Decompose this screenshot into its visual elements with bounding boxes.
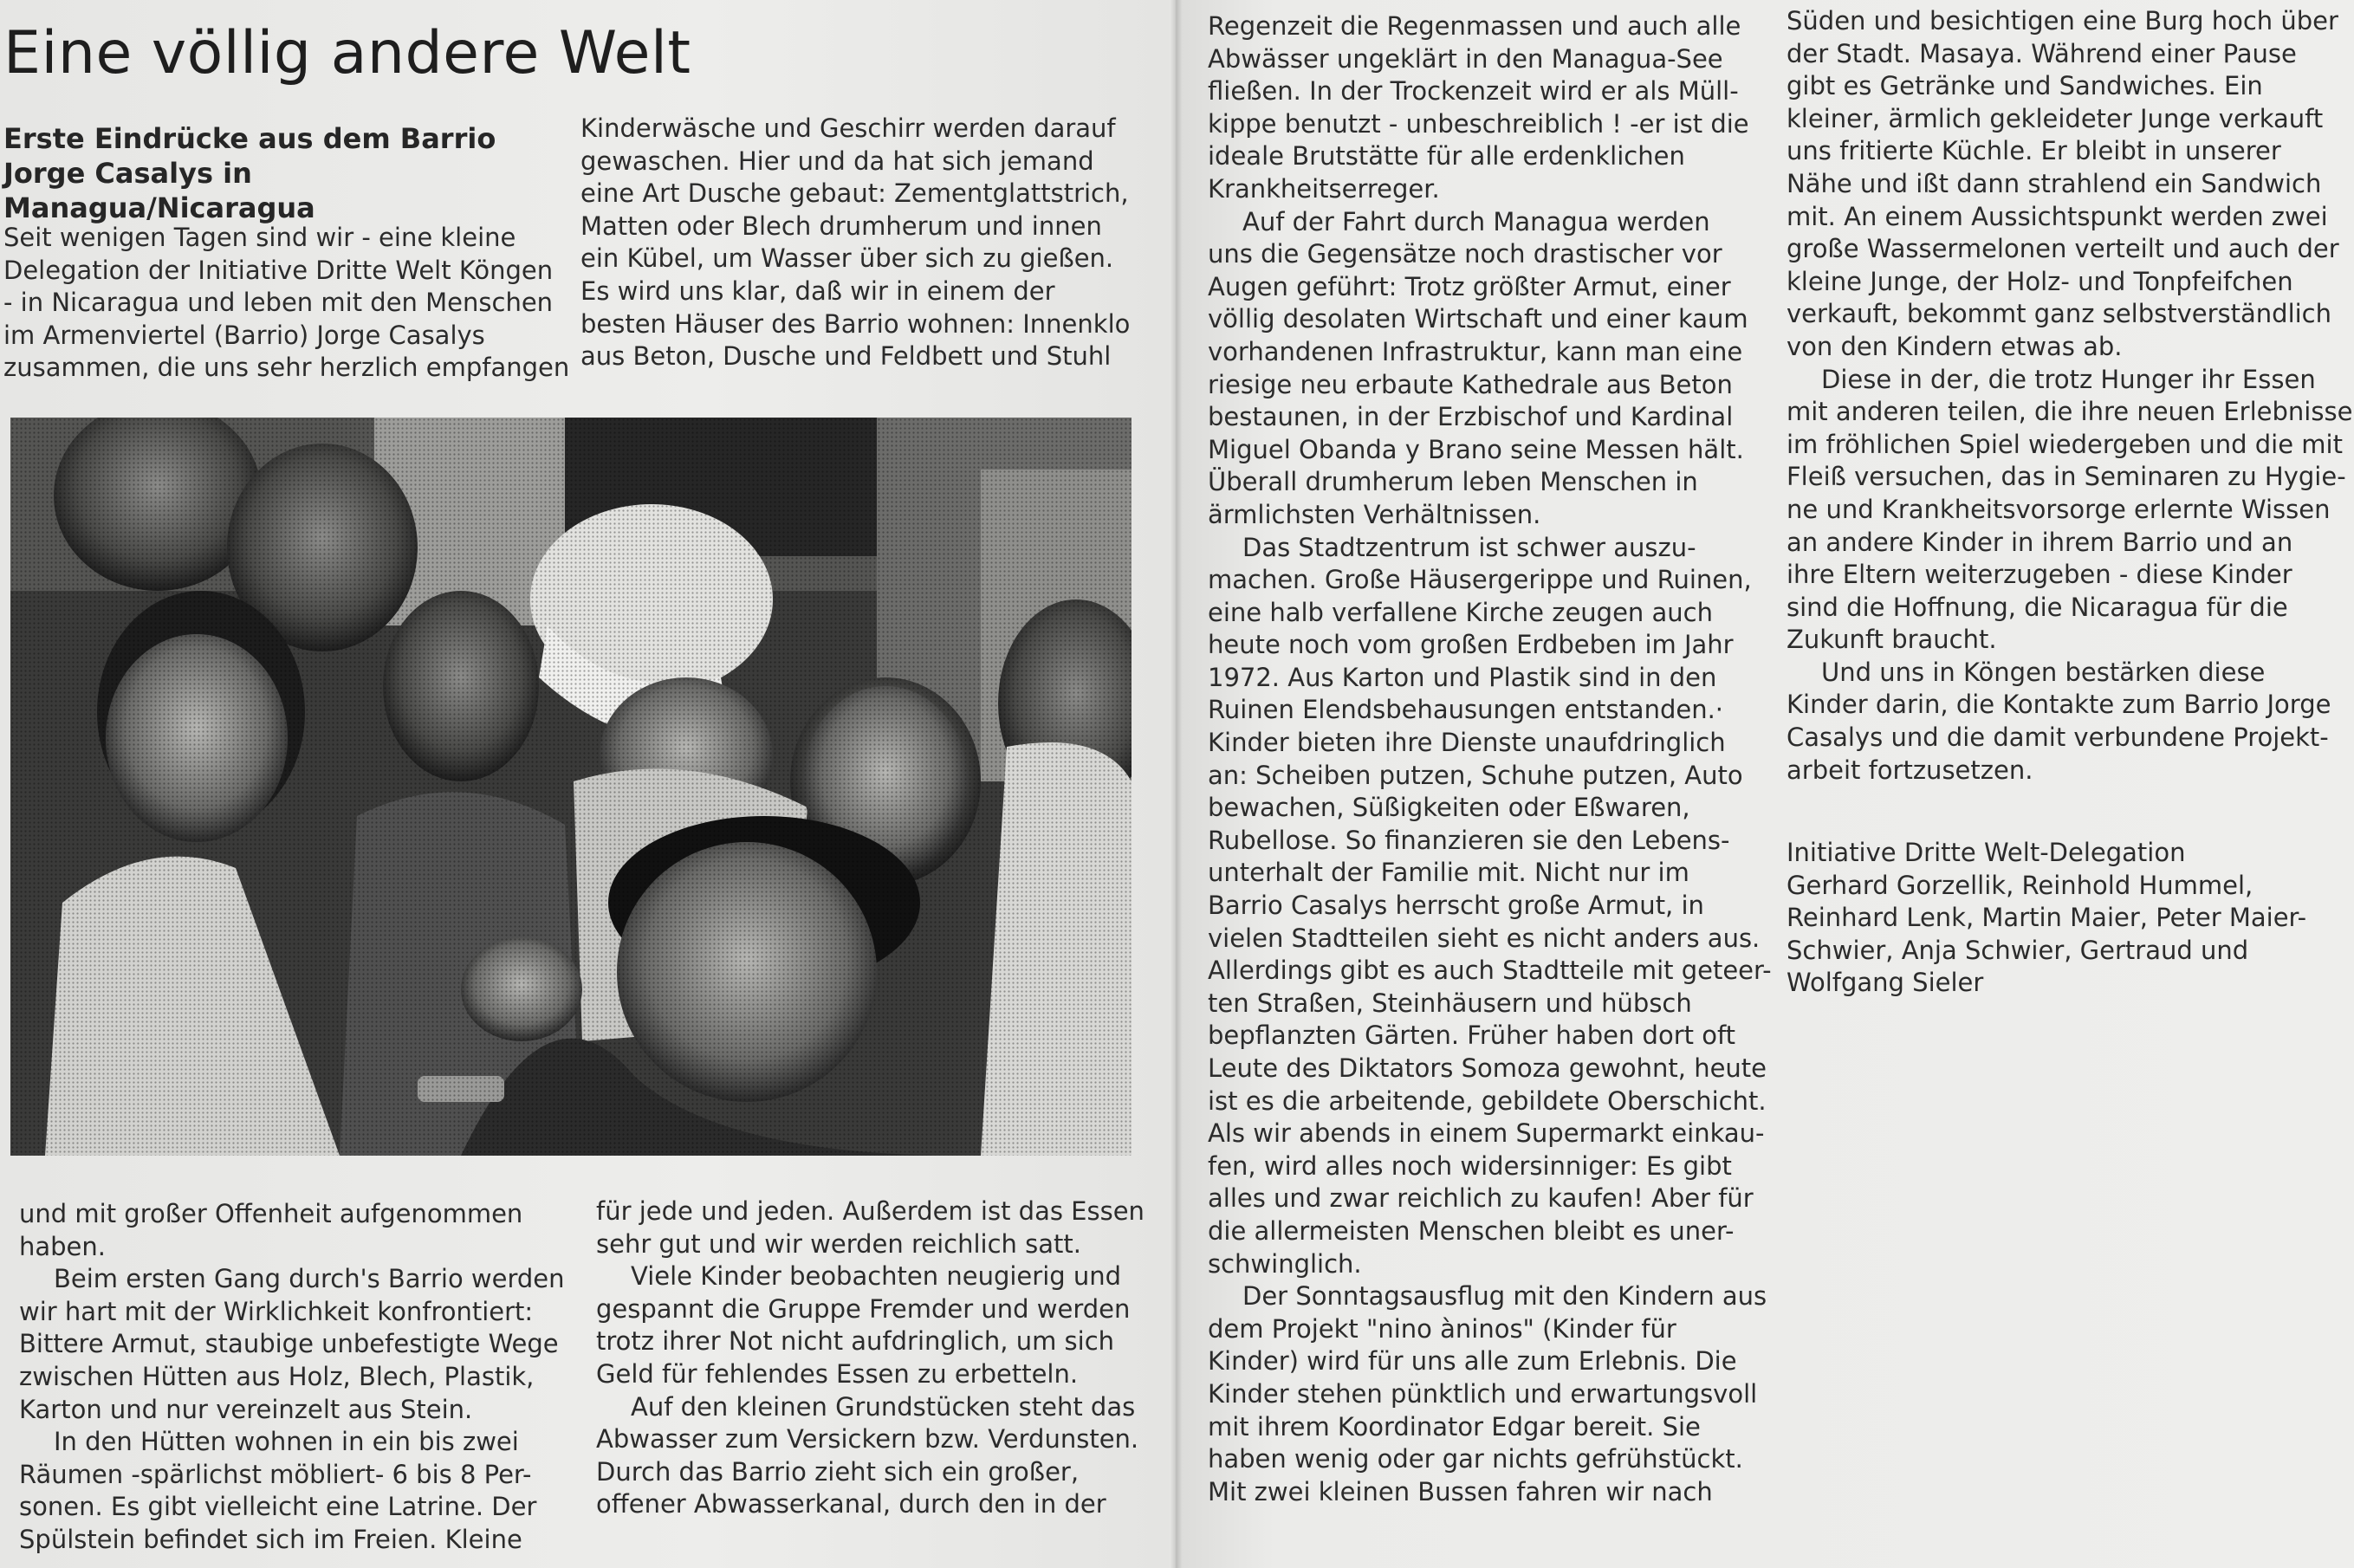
text-line: Als wir abends in einem Supermarkt einkau- [1208,1118,1765,1149]
text-line: ist es die arbeitende, gebildete Oberschicht. [1208,1085,1767,1116]
text-line: kippe benutzt - unbeschreiblich ! -er ist die [1208,108,1749,139]
text-line: machen. Große Häusergerippe und Ruinen, [1208,565,1752,595]
text-line: der Stadt. Masaya. Während einer Pause [1787,38,2297,68]
text-line: Matten oder Blech drumherum und innen [580,211,1102,241]
text-line: Gerhard Gorzellik, Reinhold Hummel, [1787,870,2253,900]
text-line: Augen geführt: Trotz größter Armut, einer [1208,271,1731,301]
text-line: vielen Stadtteilen sieht es nicht anders aus. [1208,923,1761,953]
text-line: Schwier, Anja Schwier, Gertraud und [1787,935,2249,965]
column-3 [1208,10,1772,1508]
text-line: Delegation der Initiative Dritte Welt Köngen [3,255,554,285]
text-line: Kinderwäsche und Geschirr werden darauf [580,113,1116,143]
text-line: Reinhard Lenk, Martin Maier, Peter Maier- [1787,903,2307,933]
text-line: Abwässer ungeklärt in den Managua-See [1208,43,1723,74]
text-line: In den Hütten wohnen in ein bis zwei [54,1427,519,1457]
text-line: - in Nicaragua und leben mit den Menschen [3,288,554,318]
children-photo [10,418,1132,1156]
column-1-bottom [19,1198,565,1557]
text-line: kleiner, ärmlich gekleideter Junge verkauft [1787,103,2324,133]
text-line: Allerdings gibt es auch Stadtteile mit geteer- [1208,956,1772,986]
text-line: verkauft, bekommt ganz selbstverständlich [1787,299,2332,329]
text-line: Überall drumherum leben Menschen in [1208,467,1698,497]
text-line: eine Art Dusche gebaut: Zementglattstrich, [580,178,1129,209]
text-line: arbeit fortzusetzen. [1787,755,2033,785]
text-line: ein Kübel, um Wasser über sich zu gießen. [580,243,1114,274]
text-line: Barrio Casalys herrscht große Armut, in [1208,891,1704,921]
text-line: Casalys und die damit verbundene Projekt- [1787,722,2329,753]
text-line: riesige neu erbaute Kathedrale aus Beton [1208,369,1733,399]
text-line: bepflanzten Gärten. Früher haben dort oft [1208,1020,1736,1051]
text-line: Zukunft braucht. [1787,625,1997,655]
text-line: im Armenviertel (Barrio) Jorge Casalys [3,320,485,350]
text-line: und mit großer Offenheit aufgenommen [19,1199,523,1228]
text-line: Krankheitserreger. [1208,173,1440,204]
text-line: völlig desolaten Wirtschaft und einer kaum [1208,304,1748,334]
text-line: Und uns in Köngen bestärken diese [1821,657,2266,687]
text-line: Räumen -spärlichst möbliert- 6 bis 8 Per- [19,1459,532,1489]
text-line: ten Straßen, Steinhäusern und hübsch [1208,988,1692,1018]
page-gutter [1170,0,1182,1568]
text-line: Leute des Diktators Somoza gewohnt, heute [1208,1053,1767,1083]
text-line: mit ihrem Koordinator Edgar bereit. Sie [1208,1411,1701,1442]
children-photo-illustration [10,418,1132,1156]
text-line: ne und Krankheitsvorsorge erlernte Wissen [1787,494,2331,524]
text-line: Ruinen Elendsbehausungen entstanden.· [1208,695,1724,725]
text-line: Kinder) wird für uns alle zum Erlebnis. Die [1208,1346,1737,1377]
column-2-bottom [596,1195,1145,1521]
article-subtitle: Erste Eindrücke aus dem Barrio Jorge Casalys in Managua/Nicaragua [3,122,496,224]
text-line: Nähe und ißt dann strahlend ein Sandwich [1787,168,2322,198]
text-line: Abwasser zum Versickern bzw. Verdunsten. [596,1424,1139,1455]
text-line: Auf der Fahrt durch Managua werden [1242,206,1710,236]
text-line: an andere Kinder in ihrem Barrio und an [1787,527,2293,557]
text-line: bestaunen, in der Erzbischof und Kardinal [1208,402,1734,432]
text-line: gewaschen. Hier und da hat sich jemand [580,146,1094,176]
text-line: uns die Gegensätze noch drastischer vor [1208,239,1722,269]
text-line: uns fritierte Küchle. Er bleibt in unserer [1787,136,2281,166]
text-line: zusammen, die uns sehr herzlich empfangen [3,353,570,383]
text-line: an: Scheiben putzen, Schuhe putzen, Auto [1208,760,1743,790]
text-line: eine halb verfallene Kirche zeugen auch [1208,597,1713,627]
column-2-top [580,113,1130,373]
text-line: Auf den kleinen Grundstücken steht das [631,1391,1136,1422]
text-line: Rubellose. So finanzieren sie den Lebens- [1208,825,1730,855]
text-line: ärmlichsten Verhältnissen. [1208,499,1541,529]
text-line: sind die Hoffnung, die Nicaragua für die [1787,592,2288,622]
column-1-top [3,222,569,385]
text-line: Süden und besichtigen eine Burg hoch über [1787,6,2338,36]
text-line: gespannt die Gruppe Fremder und werden [596,1293,1131,1324]
text-line: fen, wird alles noch widersinniger: Es gibt [1208,1150,1732,1181]
text-line: mit. An einem Aussichtspunkt werden zwei [1787,201,2328,231]
column-4 [1787,5,2352,787]
text-line: im fröhlichen Spiel wiedergeben und die mit [1787,429,2343,459]
text-line: sonen. Es gibt vielleicht eine Latrine. Der [19,1492,537,1522]
article-title: Eine völlig andere Welt [3,19,691,87]
text-line: gibt es Getränke und Sandwiches. Ein [1787,71,2263,101]
text-line: Durch das Barrio zieht sich ein großer, [596,1456,1080,1487]
text-line: dem Projekt "nino àninos" (Kinder für [1208,1313,1676,1344]
text-line: Seit wenigen Tagen sind wir - eine kleine [3,223,516,252]
text-line: Kinder darin, die Kontakte zum Barrio Jorge [1787,690,2331,720]
text-line: alles und zwar reichlich zu kaufen! Aber für [1208,1183,1754,1214]
text-line: von den Kindern etwas ab. [1787,331,2123,361]
text-line: Bittere Armut, staubige unbefestigte Wege [19,1329,559,1359]
text-line: offener Abwasserkanal, durch den in der [596,1489,1106,1519]
text-line: Es wird uns klar, daß wir in einem der [580,275,1055,306]
text-line: sehr gut und wir werden reichlich satt. [596,1228,1081,1259]
text-line: ihre Eltern weiterzugeben - diese Kinder [1787,560,2292,590]
text-line: Mit zwei kleinen Bussen fahren wir nach [1208,1476,1713,1506]
text-line: Diese in der, die trotz Hunger ihr Essen [1821,364,2316,394]
text-line: Kinder bieten ihre Dienste unaufdringlich [1208,728,1726,758]
text-line: Wolfgang Sieler [1787,968,1984,998]
text-line: zwischen Hütten aus Holz, Blech, Plastik, [19,1361,535,1391]
text-line: fließen. In der Trockenzeit wird er als Müll- [1208,76,1739,107]
text-line: heute noch vom großen Erdbeben im Jahr [1208,630,1734,660]
text-line: für jede und jeden. Außerdem ist das Essen [596,1196,1145,1226]
text-line: Kinder stehen pünktlich und erwartungsvoll [1208,1378,1758,1409]
text-line: große Wassermelonen verteilt und auch der [1787,234,2339,264]
text-line: Das Stadtzentrum ist schwer auszu- [1242,532,1696,562]
text-line: Spülstein befindet sich im Freien. Kleine [19,1524,522,1554]
text-line: haben. [19,1231,106,1261]
text-line: Beim ersten Gang durch's Barrio werden [54,1264,565,1294]
text-line: Miguel Obanda y Brano seine Messen hält. [1208,434,1744,464]
text-line: 1972. Aus Karton und Plastik sind in den [1208,662,1717,692]
signature-block [1787,837,2306,1000]
text-line: bewachen, Süßigkeiten oder Eßwaren, [1208,793,1690,823]
text-line: Initiative Dritte Welt-Delegation [1787,838,2186,867]
text-line: trotz ihrer Not nicht aufdringlich, um sich [596,1326,1115,1357]
text-line: unterhalt der Familie mit. Nicht nur im [1208,858,1689,888]
text-line: schwinglich. [1208,1248,1362,1279]
text-line: wir hart mit der Wirklichkeit konfrontiert: [19,1296,534,1326]
text-line: Geld für fehlendes Essen zu erbetteln. [596,1358,1079,1389]
text-line: Der Sonntagsausflug mit den Kindern aus [1242,1281,1767,1312]
text-line: Fleiß versuchen, das in Seminaren zu Hygie- [1787,462,2346,492]
text-line: besten Häuser des Barrio wohnen: Innenklo [580,308,1131,339]
text-line: vorhandenen Infrastruktur, kann man eine [1208,336,1743,366]
text-line: ideale Brutstätte für alle erdenklichen [1208,141,1685,172]
text-line: kleine Junge, der Holz- und Tonpfeifchen [1787,266,2293,296]
text-line: Viele Kinder beobachten neugierig und [631,1261,1122,1292]
text-line: mit anderen teilen, die ihre neuen Erlebnisse [1787,397,2353,427]
text-line: aus Beton, Dusche und Feldbett und Stuhl [580,341,1112,372]
text-line: haben wenig oder gar nichts gefrühstückt. [1208,1444,1743,1474]
text-line: die allermeisten Menschen bleibt es uner- [1208,1215,1735,1246]
text-line: Karton und nur vereinzelt aus Stein. [19,1394,473,1424]
text-line: Regenzeit die Regenmassen und auch alle [1208,11,1741,41]
